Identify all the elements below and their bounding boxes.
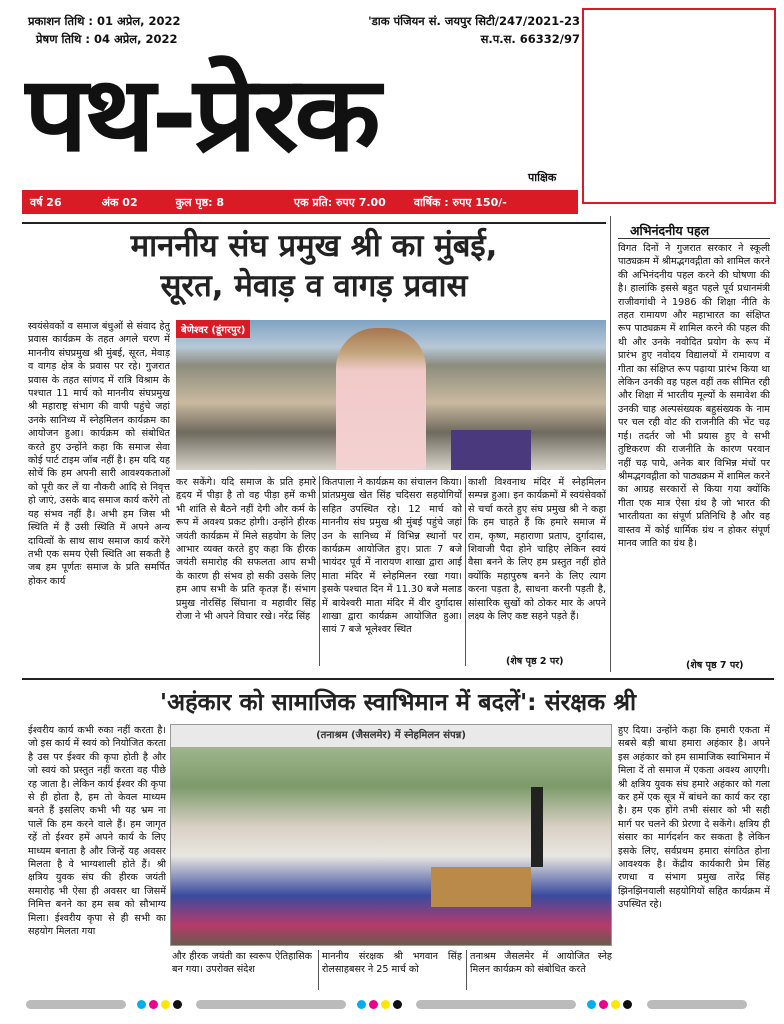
- story2-photo-frame: [170, 724, 612, 946]
- magenta-dot: [369, 1000, 378, 1009]
- black-dot: [173, 1000, 182, 1009]
- issue-label: अंक 02: [101, 195, 138, 209]
- sps-number: स.प.स. 66332/97: [480, 32, 580, 46]
- speaker-figure: [336, 328, 426, 470]
- postal-block: [328, 14, 580, 47]
- story1-col1: स्वयंसेवकों व समाज बंधुओं से संवाद हेतु प्रवास कार्यक्रम के तहत अगले चरण में माननीय संघप्रमुख श्री मुंबई, सूरत, मेवाड़ व वागड़ क्षेत्र के प्रवास पर रहे। गुजरात प्रवास के तहत सांणद में रात्रि विश्राम के पश्चात 11 मार्च को माननीय संघप्रमुख श्री महाराष्ट्र संभाग की वापी पहुंचे जहां उनके सानिध्य में स्नेहमिलन कार्यक्रम का आयोजन हुआ। कार्यक्रम को संबोधित करते हुए उन्होंने कहा कि समाज सेवा कोई पार्ट टाइम जॉब नहीं है। हम यदि यह सोचें कि हम अपनी सारी आवश्यकताओं को पूरी कर लें या नौकरी आदि से निवृत्त हो जाएं, उसके बाद समाज कार्य करेंगे तो यह संभव नहीं है। अभी हम जिस भी स्थिति में हैं उसी स्थिति में अपने अन्य दायित्वों के साथ साथ समाज कार्य करेंगे तभी एक समय ऐसी स्थिति आ सकती है जब हम पूर्णतः समाज के प्रति समर्पित होकर कार्य: [28, 321, 170, 587]
- story2-top-rule: [22, 678, 774, 680]
- year-label: वर्ष 26: [30, 195, 62, 209]
- gray-bar: [26, 1000, 126, 1009]
- story1-col2: कर सकेंगे। यदि समाज के प्रति हमारे हृदय में पीड़ा है तो वह पीड़ा हमें कभी भी शांति से बैठने नहीं देगी और कर्म के रूप में अवश्य प्रकट होगी। उन्होंने हीरक जयंती कार्यक्रम में मिले सहयोग के लिए आभार व्यक्त करते हुए कहा कि हीरक जयंती समारोह की सफलता आप सभी के कारण ही संभव हो सकी उसके लिए हम आप सभी के प्रति कृतज्ञ हैं। संभाग प्रमुख नोरसिंह सिंघाना व महावीर सिंह रोजा ने भी अपने विचार रखे। नरेंद्र सिंह: [176, 477, 316, 623]
- gray-bar: [647, 1000, 747, 1009]
- yellow-dot: [161, 1000, 170, 1009]
- dates-block: [28, 14, 288, 47]
- sidebar-title: अभिनंदनीय पहल: [630, 223, 710, 238]
- col-divider: [465, 476, 466, 666]
- cyan-dot: [357, 1000, 366, 1009]
- story1-continued: (शेष पृष्ठ 2 पर): [506, 656, 564, 667]
- story1-headline: [22, 226, 606, 306]
- cyan-dot: [587, 1000, 596, 1009]
- story1-headline-line2: सूरत, मेवाड़ व वागड़ प्रवास: [160, 268, 468, 304]
- sidebar-body: विगत दिनों ने गुजरात सरकार ने स्कूली पाठ्यक्रम में श्रीमद्भगवद्गीता को शामिल करने की अभिनंदनीय पहल करने की घोषणा की है। हालांकि इससे बहुत पहले पूर्व प्रधानमंत्री राजीवगांधी ने 1986 की शिक्षा नीति के तहत रामायण और महाभारत का संक्षिप्त रूप पाठ्यक्रम में शामिल करने की पहल की थी और उनके नवोदित प्रयोग के रूप में प्रारंभ हुए नवोदय विद्यालयों में रामायण व गीता का संक्षिप्त रूप पढ़ाया प्रारंभ किया था लेकिन उनकी वह पहल वहीं तक सीमित रही और शिक्षा में भारतीय मूल्यों के समावेश की उनकी चाह अल्पसंख्यक बहुसंख्यक के नाम पर चल रही वोट की राजनीति की भेंट चढ़ गई। तदर्तर जो भी प्रयास हुए वे सभी तुष्टिकरण की राजनीति के कारण परवान नहीं चढ़ पाये, अनेक बार विभिन्न मंचों पर श्रीमद्भगवद्गीता को पाठ्यक्रम में शामिल करने का आग्रह सरकारों से किया गया क्योंकि गीता एक मात्र ऐसा ग्रंथ है जो भारत की भारतीयता का संपूर्ण प्रतिनिधि है और वह वास्तव में कोई धार्मिक ग्रंथ न होकर संपूर्ण मानव जाति का ग्रंथ है।: [618, 243, 770, 549]
- cyan-dot: [137, 1000, 146, 1009]
- story2-headline: 'अहंकार को सामाजिक स्वाभिमान में बदलें': संरक्षक श्री: [159, 688, 637, 716]
- microphone-stand: [531, 787, 543, 867]
- masthead: [24, 54, 580, 174]
- story2-col-right: हुए दिया। उन्होंने कहा कि हमारी एकता में सबसे बड़ी बाधा हमारा अहंकार है। अपने इस अहंकार को हम सामाजिक स्वाभिमान में मिला दें तो समाज में एकता अवश्य आएगी। श्री क्षत्रिय युवक संघ हमारे अहंकार को गला कर हमें एक सूत्र में बांधने का कार्य कर रहा है। हम एक होंगे तभी संसार को भी सही मार्ग पर चलने की प्रेरणा दे सकेंगे। क्षत्रिय ही संसार का मार्गदर्शन कर सकता है लेकिन इसके लिए, सर्वप्रथम हमारा संगठित होना आवश्यक है। केंद्रीय कार्यकारी प्रेम सिंह रणधा व संभाग प्रमुख तारेंद्र सिंह झिनझिनयाली सहयोगियों सहित कार्यक्रम में उपस्थित रहे।: [618, 725, 770, 911]
- story1-headline-line1: माननीय संघ प्रमुख श्री का मुंबई,: [130, 228, 498, 264]
- story2-col-left: ईश्वरीय कार्य कभी रुका नहीं करता है। जो इस कार्य में स्वयं को नियोजित करता है उस पर ईश्वर की कृपा होती है और जो स्वयं को प्रस्तुत नहीं करता वह पीछे रह जाता है। लेकिन कार्य ईश्वर की कृपा से ही होता है, हम तो केवल माध्यम बनते हैं इसलिए कभी भी यह भ्रम ना पालें कि हम करने वाले हैं। हम जागृत रहें तो ईश्वर हमें अपने कार्य के लिए माध्यम बनाता है और जिन्हें यह अवसर मिलता है वे भाग्यशाली होते हैं। श्री क्षत्रिय युवक संघ की हीरक जयंती समारोह भी ऐसा ही अवसर था जिसमें निमित्त बनने का हम सब को सौभाग्य मिला। ईश्वरीय कृपा से ही सभी का सहयोग मिलता गया: [28, 725, 166, 938]
- col-divider: [466, 950, 467, 990]
- story2-col-mid1: और हीरक जयंती का स्वरूप ऐतिहासिक बन गया। उपरोक्त संदेश: [172, 951, 312, 976]
- story2-col-mid2: माननीय संरक्षक श्री भगवान सिंह रोलसाहबसर ने 25 मार्च को: [322, 951, 462, 976]
- postal-registration: 'डाक पंजियन सं. जयपुर सिटी/247/2021-23: [368, 14, 580, 28]
- black-dot: [393, 1000, 402, 1009]
- yellow-dot: [381, 1000, 390, 1009]
- dispatch-date: प्रेषण तिथि : 04 अप्रेल, 2022: [36, 32, 178, 46]
- gray-bar: [416, 1000, 576, 1009]
- magenta-dot: [599, 1000, 608, 1009]
- sidebar-divider: [610, 216, 611, 672]
- tagline: पाक्षिक: [528, 171, 557, 184]
- col-divider: [318, 950, 319, 990]
- story1-col4: काशी विश्वनाथ मंदिर में स्नेहमिलन सम्पन्न हुआ। इन कार्यक्रमों में स्वयंसेवकों से चर्चा करते हुए संघ प्रमुख श्री ने कहा कि हम चाहते हैं कि हमारे समाज में राम, कृष्ण, महाराणा प्रताप, दुर्गादास, शिवाजी पैदा होने चाहिए लेकिन स्वयं वैसा बनने के लिए हम प्रस्तुत नहीं होते क्योंकि महापुरुष बनने के लिए त्याग करना पड़ता है, साधना करनी पड़ती है, सांसारिक सुखों को ठोकर मार के अपने लक्ष्य के लिए कष्ट सहने पड़ते हैं।: [468, 477, 606, 623]
- pages-label: कुल पृष्ठ: 8: [175, 195, 224, 209]
- story1-top-rule: [22, 222, 606, 224]
- price-label: एक प्रति: रुपए 7.00: [293, 195, 386, 209]
- story1-photo: [176, 320, 606, 470]
- lectern: [451, 430, 531, 470]
- sidebar-continued: (शेष पृष्ठ 7 पर): [686, 660, 744, 671]
- story2-col-mid3: तनाश्रम जैसलमेर में आयोजित स्नेह मिलन कार्यक्रम को संबोधित करते: [470, 951, 612, 976]
- story1-photo-caption: बेणेश्वर (डूंगरपुर): [176, 320, 250, 338]
- address-box: [582, 8, 776, 204]
- publish-date: प्रकाशन तिथि : 01 अप्रेल, 2022: [28, 14, 181, 28]
- registration-strip: [26, 1000, 760, 1010]
- table: [431, 867, 531, 907]
- masthead-title: पथ-प्रेरक: [24, 54, 377, 174]
- story2-photo-caption: (तनाश्रम (जैसलमेर) में स्नेहमिलन संपन्न): [171, 725, 611, 747]
- gray-bar: [196, 1000, 346, 1009]
- col-divider: [319, 476, 320, 666]
- story1-col3: कितपाला ने कार्यक्रम का संचालन किया। प्रांतप्रमुख खेत सिंह चदिसरा सहयोगियों सहित उपस्थित रहे। 12 मार्च को माननीय संघ प्रमुख श्री मुंबई पहुंचे जहां उन के सानिध्य में विभिन्न स्थानों पर कार्यक्रम आयोजित हुए। प्रातः 7 बजे भायंदर पूर्व में नारायण शाखा द्वारा आई माता मंदिर में स्नेहमिलन रखा गया। इसके पश्चात दिन में 11.30 बजे मलाड में बायेश्वरी माता मंदिर में वीर दुर्गादास शाखा द्वारा कार्यक्रम आयोजित हुआ। सायं 7 बजे भूलेश्वर स्थित: [322, 477, 462, 636]
- black-dot: [623, 1000, 632, 1009]
- info-bar: [22, 190, 578, 214]
- story2-photo: [171, 747, 611, 945]
- yellow-dot: [611, 1000, 620, 1009]
- annual-label: वार्षिक : रुपए 150/-: [413, 195, 507, 209]
- sidebar-title-rule: [618, 238, 770, 239]
- magenta-dot: [149, 1000, 158, 1009]
